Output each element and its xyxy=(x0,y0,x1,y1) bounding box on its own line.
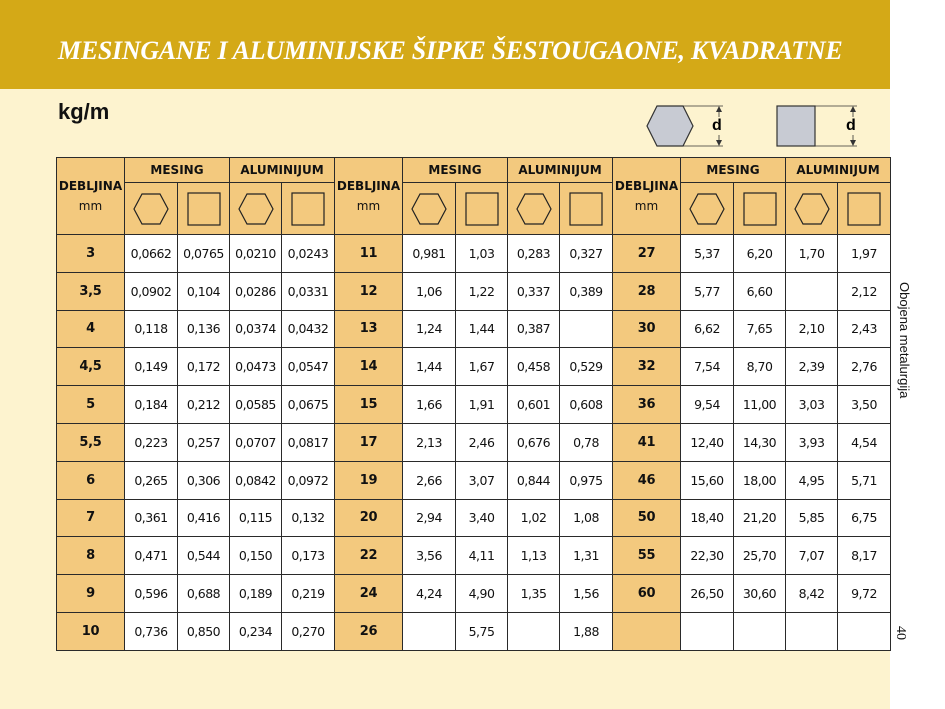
weight-cell: 4,90 xyxy=(456,575,508,613)
thickness-cell: 4 xyxy=(57,310,125,348)
weight-cell: 2,43 xyxy=(838,310,891,348)
weight-cell xyxy=(786,612,838,650)
weight-cell: 0,0842 xyxy=(230,461,282,499)
page-number: 40 xyxy=(893,626,908,640)
weight-cell: 0,850 xyxy=(178,612,230,650)
weight-cell: 15,60 xyxy=(681,461,734,499)
weight-cell: 7,54 xyxy=(681,348,734,386)
weight-cell xyxy=(560,310,613,348)
table-row xyxy=(57,235,891,273)
thickness-cell: 46 xyxy=(613,461,681,499)
weight-cell: 0,0286 xyxy=(230,272,282,310)
weight-cell: 0,337 xyxy=(508,272,560,310)
table-row xyxy=(57,575,891,613)
thickness-cell: 60 xyxy=(613,575,681,613)
weight-cell: 4,24 xyxy=(403,575,456,613)
weight-cell: 5,75 xyxy=(456,612,508,650)
thickness-cell: 6 xyxy=(57,461,125,499)
aluminijum-header: ALUMINIJUM xyxy=(230,158,335,183)
table-row xyxy=(57,499,891,537)
thickness-cell: 5,5 xyxy=(57,423,125,461)
weight-cell: 1,56 xyxy=(560,575,613,613)
debljina-header xyxy=(57,158,125,235)
thickness-cell: 10 xyxy=(57,612,125,650)
weight-cell: 0,265 xyxy=(125,461,178,499)
weight-cell: 3,40 xyxy=(456,499,508,537)
weight-cell: 0,219 xyxy=(282,575,335,613)
table-row xyxy=(57,423,891,461)
weight-cell: 12,40 xyxy=(681,423,734,461)
table-row xyxy=(57,272,891,310)
weight-cell: 5,85 xyxy=(786,499,838,537)
thickness-cell: 36 xyxy=(613,386,681,424)
table-row xyxy=(57,348,891,386)
weight-cell: 0,601 xyxy=(508,386,560,424)
table-row xyxy=(57,537,891,575)
weight-cell: 1,13 xyxy=(508,537,560,575)
hexagon-icon xyxy=(793,192,831,226)
weight-cell: 0,471 xyxy=(125,537,178,575)
weight-cell xyxy=(403,612,456,650)
shape-icon-cell xyxy=(786,183,838,235)
weight-cell: 8,17 xyxy=(838,537,891,575)
thickness-cell: 26 xyxy=(335,612,403,650)
thickness-cell: 5 xyxy=(57,386,125,424)
weight-cell: 2,76 xyxy=(838,348,891,386)
weight-cell: 0,118 xyxy=(125,310,178,348)
weights-table xyxy=(56,157,891,651)
thickness-cell: 15 xyxy=(335,386,403,424)
square-icon xyxy=(186,191,222,227)
weight-cell: 0,0817 xyxy=(282,423,335,461)
weight-cell: 30,60 xyxy=(734,575,786,613)
shape-icon-cell xyxy=(838,183,891,235)
hexagon-legend-label: d xyxy=(712,117,722,134)
weight-cell: 0,981 xyxy=(403,235,456,273)
weight-cell: 0,234 xyxy=(230,612,282,650)
weight-cell: 6,20 xyxy=(734,235,786,273)
weight-cell: 1,24 xyxy=(403,310,456,348)
weight-cell: 0,0210 xyxy=(230,235,282,273)
mesing-header: MESING xyxy=(125,158,230,183)
debljina-header xyxy=(335,158,403,235)
weight-cell: 1,03 xyxy=(456,235,508,273)
weight-cell: 2,39 xyxy=(786,348,838,386)
weight-cell: 0,189 xyxy=(230,575,282,613)
thickness-cell: 17 xyxy=(335,423,403,461)
shape-icon-cell xyxy=(125,183,178,235)
unit-label: kg/m xyxy=(58,99,110,124)
thickness-cell: 9 xyxy=(57,575,125,613)
thickness-cell: 14 xyxy=(335,348,403,386)
weight-cell: 0,0374 xyxy=(230,310,282,348)
weight-cell: 0,257 xyxy=(178,423,230,461)
weight-cell: 0,688 xyxy=(178,575,230,613)
weight-cell: 26,50 xyxy=(681,575,734,613)
square-icon xyxy=(464,191,500,227)
weight-cell: 3,56 xyxy=(403,537,456,575)
weight-cell: 0,596 xyxy=(125,575,178,613)
page-title: MESINGANE I ALUMINIJSKE ŠIPKE ŠESTOUGAONE, KVADRATNE xyxy=(58,36,843,65)
header-group-row xyxy=(57,158,891,183)
table-row xyxy=(57,310,891,348)
weight-cell: 0,389 xyxy=(560,272,613,310)
shape-icon-cell xyxy=(230,183,282,235)
thickness-cell: 20 xyxy=(335,499,403,537)
weight-cell: 0,184 xyxy=(125,386,178,424)
weight-cell: 0,458 xyxy=(508,348,560,386)
weight-cell: 0,115 xyxy=(230,499,282,537)
shape-icon-cell xyxy=(560,183,613,235)
square-icon xyxy=(846,191,882,227)
weight-cell: 1,31 xyxy=(560,537,613,575)
thickness-cell: 4,5 xyxy=(57,348,125,386)
mesing-header: MESING xyxy=(403,158,508,183)
hexagon-icon xyxy=(237,192,275,226)
side-caption xyxy=(888,272,918,432)
weight-cell: 1,91 xyxy=(456,386,508,424)
weight-cell: 7,07 xyxy=(786,537,838,575)
weight-cell: 0,0675 xyxy=(282,386,335,424)
shape-icon-cell xyxy=(178,183,230,235)
debljina-label: DEBLJINA xyxy=(58,179,123,193)
weight-cell: 0,844 xyxy=(508,461,560,499)
weight-cell: 0,150 xyxy=(230,537,282,575)
thickness-cell: 24 xyxy=(335,575,403,613)
weight-cell: 0,0585 xyxy=(230,386,282,424)
weight-cell: 0,544 xyxy=(178,537,230,575)
mm-label: mm xyxy=(634,199,659,213)
mm-label: mm xyxy=(78,199,103,213)
weight-cell: 3,50 xyxy=(838,386,891,424)
aluminijum-header: ALUMINIJUM xyxy=(786,158,891,183)
weight-cell: 0,736 xyxy=(125,612,178,650)
square-icon xyxy=(568,191,604,227)
thickness-cell: 41 xyxy=(613,423,681,461)
weight-cell xyxy=(508,612,560,650)
shape-icon-cell xyxy=(403,183,456,235)
aluminijum-header: ALUMINIJUM xyxy=(508,158,613,183)
weight-cell: 0,529 xyxy=(560,348,613,386)
weight-cell: 1,67 xyxy=(456,348,508,386)
weight-cell: 0,0765 xyxy=(178,235,230,273)
shape-icon-cell xyxy=(282,183,335,235)
weight-cell: 1,08 xyxy=(560,499,613,537)
weight-cell: 11,00 xyxy=(734,386,786,424)
weight-cell: 3,93 xyxy=(786,423,838,461)
thickness-cell: 11 xyxy=(335,235,403,273)
weight-cell: 5,77 xyxy=(681,272,734,310)
thickness-cell: 27 xyxy=(613,235,681,273)
weight-cell: 0,212 xyxy=(178,386,230,424)
square-icon xyxy=(290,191,326,227)
weight-cell: 0,676 xyxy=(508,423,560,461)
weight-cell: 2,66 xyxy=(403,461,456,499)
mesing-header: MESING xyxy=(681,158,786,183)
weight-cell: 2,10 xyxy=(786,310,838,348)
shape-icon-cell xyxy=(681,183,734,235)
debljina-label: DEBLJINA xyxy=(614,179,679,193)
weight-cell: 4,54 xyxy=(838,423,891,461)
thickness-cell: 22 xyxy=(335,537,403,575)
weight-cell: 5,71 xyxy=(838,461,891,499)
weight-cell: 0,387 xyxy=(508,310,560,348)
weight-cell: 9,54 xyxy=(681,386,734,424)
weight-cell: 18,40 xyxy=(681,499,734,537)
weight-cell: 0,223 xyxy=(125,423,178,461)
weight-cell: 0,0662 xyxy=(125,235,178,273)
weight-cell: 1,66 xyxy=(403,386,456,424)
weight-cell: 2,46 xyxy=(456,423,508,461)
weight-cell: 0,172 xyxy=(178,348,230,386)
table-row xyxy=(57,612,891,650)
weight-cell: 1,06 xyxy=(403,272,456,310)
weight-cell: 2,13 xyxy=(403,423,456,461)
weight-cell: 1,97 xyxy=(838,235,891,273)
thickness-cell: 32 xyxy=(613,348,681,386)
thickness-cell: 55 xyxy=(613,537,681,575)
weight-cell: 1,35 xyxy=(508,575,560,613)
thickness-cell: 8 xyxy=(57,537,125,575)
weight-cell: 6,60 xyxy=(734,272,786,310)
weight-cell: 25,70 xyxy=(734,537,786,575)
square-legend-label: d xyxy=(846,117,856,134)
weight-cell xyxy=(734,612,786,650)
thickness-cell: 12 xyxy=(335,272,403,310)
thickness-cell: 3,5 xyxy=(57,272,125,310)
debljina-header xyxy=(613,158,681,235)
weight-cell: 0,0473 xyxy=(230,348,282,386)
weight-cell: 0,270 xyxy=(282,612,335,650)
side-caption-text: Obojena metalurgija xyxy=(897,282,912,399)
weight-cell: 0,608 xyxy=(560,386,613,424)
header-icon-row xyxy=(57,183,891,235)
thickness-cell: 30 xyxy=(613,310,681,348)
weight-cell: 0,306 xyxy=(178,461,230,499)
weight-cell: 21,20 xyxy=(734,499,786,537)
weight-cell: 0,0707 xyxy=(230,423,282,461)
weight-cell: 0,361 xyxy=(125,499,178,537)
mm-label: mm xyxy=(356,199,381,213)
weight-cell: 6,75 xyxy=(838,499,891,537)
weight-cell: 6,62 xyxy=(681,310,734,348)
hexagon-icon xyxy=(410,192,448,226)
weight-cell: 2,12 xyxy=(838,272,891,310)
square-icon xyxy=(742,191,778,227)
square-legend xyxy=(775,104,865,148)
weight-cell xyxy=(786,272,838,310)
thickness-cell: 19 xyxy=(335,461,403,499)
weight-cell: 4,95 xyxy=(786,461,838,499)
weight-cell: 1,44 xyxy=(403,348,456,386)
weight-cell: 0,136 xyxy=(178,310,230,348)
weight-cell: 1,44 xyxy=(456,310,508,348)
weight-cell: 0,0243 xyxy=(282,235,335,273)
weight-cell: 22,30 xyxy=(681,537,734,575)
thickness-cell: 13 xyxy=(335,310,403,348)
weight-cell: 2,94 xyxy=(403,499,456,537)
shape-icon-cell xyxy=(508,183,560,235)
weight-cell: 1,88 xyxy=(560,612,613,650)
weight-cell xyxy=(681,612,734,650)
weight-cell: 0,416 xyxy=(178,499,230,537)
table-body xyxy=(57,158,891,651)
weight-cell: 0,327 xyxy=(560,235,613,273)
thickness-cell: 7 xyxy=(57,499,125,537)
weight-cell: 0,104 xyxy=(178,272,230,310)
weight-cell: 0,0331 xyxy=(282,272,335,310)
weight-cell: 0,975 xyxy=(560,461,613,499)
thickness-cell: 28 xyxy=(613,272,681,310)
shape-icon-cell xyxy=(734,183,786,235)
weight-cell: 0,173 xyxy=(282,537,335,575)
table-row xyxy=(57,461,891,499)
weight-cell: 5,37 xyxy=(681,235,734,273)
weight-cell: 0,149 xyxy=(125,348,178,386)
weight-cell: 3,07 xyxy=(456,461,508,499)
weight-cell: 1,70 xyxy=(786,235,838,273)
weight-cell: 0,132 xyxy=(282,499,335,537)
hexagon-icon xyxy=(688,192,726,226)
weight-cell: 0,0902 xyxy=(125,272,178,310)
hexagon-icon xyxy=(515,192,553,226)
weight-cell: 0,283 xyxy=(508,235,560,273)
table-row xyxy=(57,386,891,424)
hexagon-legend xyxy=(645,104,735,148)
weight-cell: 4,11 xyxy=(456,537,508,575)
thickness-cell xyxy=(613,612,681,650)
weight-cell: 8,42 xyxy=(786,575,838,613)
thickness-cell: 3 xyxy=(57,235,125,273)
title-banner xyxy=(0,0,890,89)
weight-cell: 0,0972 xyxy=(282,461,335,499)
weight-cell: 8,70 xyxy=(734,348,786,386)
debljina-label: DEBLJINA xyxy=(336,179,401,193)
weight-cell: 1,02 xyxy=(508,499,560,537)
weight-cell: 0,0547 xyxy=(282,348,335,386)
weight-cell: 7,65 xyxy=(734,310,786,348)
weight-cell: 14,30 xyxy=(734,423,786,461)
weight-cell xyxy=(838,612,891,650)
hexagon-icon xyxy=(132,192,170,226)
weight-cell: 18,00 xyxy=(734,461,786,499)
weight-cell: 9,72 xyxy=(838,575,891,613)
weight-cell: 3,03 xyxy=(786,386,838,424)
weight-cell: 0,78 xyxy=(560,423,613,461)
weight-cell: 1,22 xyxy=(456,272,508,310)
shape-icon-cell xyxy=(456,183,508,235)
thickness-cell: 50 xyxy=(613,499,681,537)
weight-cell: 0,0432 xyxy=(282,310,335,348)
